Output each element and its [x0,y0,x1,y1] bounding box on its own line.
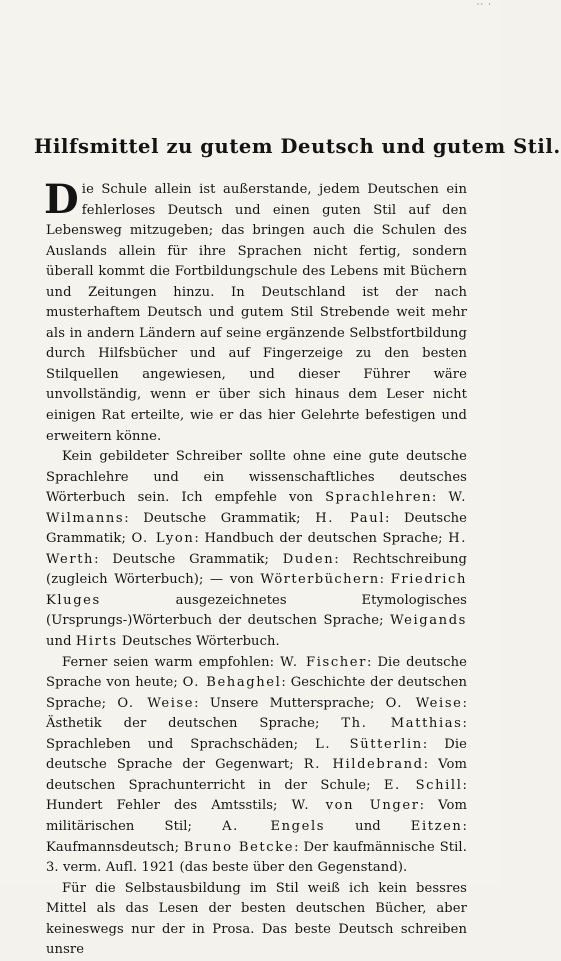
author-name: O. Lyon [131,531,195,547]
body-text [44,176,468,961]
text-run: : Der kaufmännische Stil. 3. verm. Aufl. 1921 (das beste über den Gegenstand). [46,839,467,876]
author-name: Th. Matthias [341,716,463,732]
paragraph-self-study: Für die Selbstausbildung im Stil weiß ich kein bessres Mittel als das Lesen der besten deutschen Bücher, aber keineswegs nur der in Prosa. Das beste Deutsch schreiben unsre [46,880,467,958]
author-name: R. Hildebrand [303,757,424,773]
author-name: E. Schill [383,777,463,793]
author-name: A. Engels [222,818,326,834]
text-run: : Deutsche Grammatik; [124,510,316,526]
author-name: Weigands [390,613,467,629]
author-name: Duden [282,551,335,567]
page-title: Hilfsmittel zu gutem Deutsch und gutem Stil. [34,135,561,158]
text-run: : Deutsche Grammatik; [94,551,283,567]
drop-initial: D [44,176,79,223]
author-name: L. Sütterlin [315,736,423,752]
author-name: O. Behaghel [182,675,282,691]
author-name: W. Fischer [280,654,368,670]
text-run: : Die deutsche Sprache der Gegenwart; [46,736,467,773]
text-run: Ferner seien warm empfohlen: [62,654,281,670]
author-name: W. von Unger [291,798,420,814]
text-run: ausgezeichnetes Etymologisches (Ursprungs-)Wörterbuch der deutschen Sprache; [46,592,467,629]
text-run: : Sprachleben und Sprachschäden; [46,716,467,752]
text-run: : Vom militärischen Stil; [46,798,467,834]
author-name: H. Paul [315,510,386,526]
text-run: : Rechtschreibung (zugleich Wörterbuch); — von [46,551,467,588]
text-run: : [379,572,391,588]
author-name: Hirts [75,634,118,650]
author-name: O. Weise [117,695,195,711]
text-run: Deutsches Wörterbuch. [117,634,280,650]
author-name: H. Werth [46,531,467,567]
text-run: : Vom deutschen Sprachunterricht in der Schule; [46,757,468,793]
text-run: : Unsere Muttersprache; [194,695,386,711]
corner-speck: ·· · [476,0,492,10]
spaced-term: Wörterbüchern [260,572,380,588]
text-run: und [325,818,411,834]
text-run: : Ästhetik der deutschen Sprache; [46,695,468,732]
text-run: : Die deutsche Sprache von heute; [46,654,467,691]
text-run: : Geschichte der deutschen Sprache; [46,675,467,711]
text-run: : Handbuch der deutschen Sprache; [194,531,449,547]
author-name: Friedrich Kluges [46,572,467,608]
paragraph-intro [44,176,467,447]
author-name: O. Weise [385,695,463,711]
paragraph-recommendations [46,653,467,879]
text-run: : [431,490,449,506]
paragraph-intro-text: ie Schule allein ist außerstande, jedem Deutschen ein fehlerloses Deutsch und einen guten Stil auf den Lebensweg mitzugeben; das bringen auch die Schulen des Auslands allein für ihre Sprachen nicht fertig, sondern überall kommt die Fortbildungschule des Lebens mit Büchern und Zeitungen hinzu. In Deutschland ist der nach musterhaftem Deutsch und gutem Stil Strebende weit mehr als in andern Ländern auf seine ergänzende Selbstfortbildung durch Hilfsbücher und auf Fingerzeige zu den besten Stilquellen angewiesen, und dieser Führer wäre unvollständig, wenn er über sich hinaus dem Leser nicht einigen Rat erteilte, wie er das hier Gelehrte befestigen und erweitern könne. [46,182,467,444]
text-run: : Hundert Fehler des Amtsstils; [46,777,467,814]
author-name: W. Wilmanns [46,490,467,526]
paragraph-grammars [46,447,467,652]
text-run: : Deutsche Grammatik; [46,510,468,547]
author-name: Bruno Betcke [183,839,295,855]
spaced-term: Sprachlehren [325,490,432,506]
text-run: : Kaufmannsdeutsch; [46,818,467,855]
text-run: Kein gebildeter Schreiber sollte ohne eine gute deutsche Sprachlehre und ein wissenschaftliches deutsches Wörterbuch sein. Ich empfehle von [46,449,467,506]
text-run: und [46,634,76,650]
author-name: Eitzen [410,818,463,834]
